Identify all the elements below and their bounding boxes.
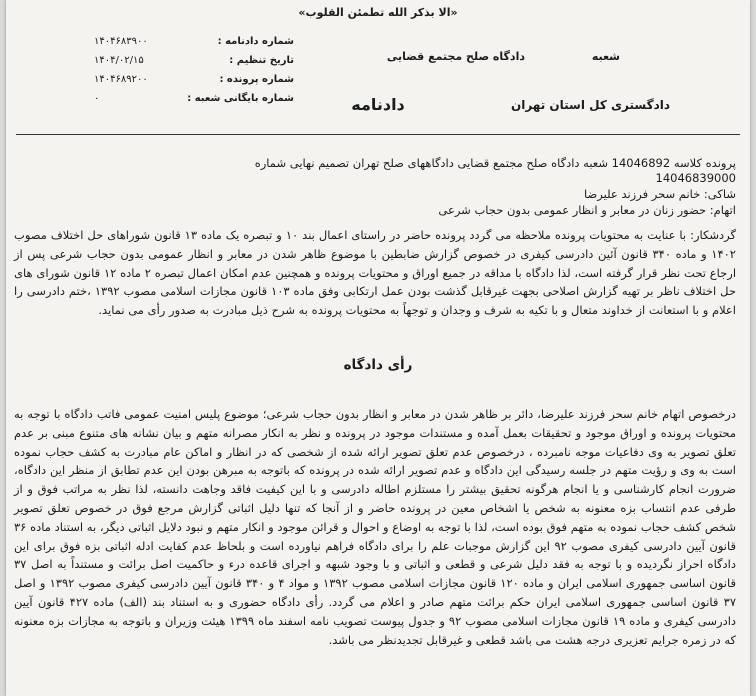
parvande-label: شماره پرونده : (219, 74, 294, 85)
document-title: دادنامه (351, 95, 405, 114)
decision-number-line: 14046839000 (655, 171, 736, 185)
organization-name: دادگستری کل استان تهران (510, 98, 670, 112)
dadname-value: ۱۴۰۴۶۸۳۹۰۰ (94, 36, 148, 47)
gardeshkar-paragraph: گردشکار: با عنایت به محتویات پرونده ملاحظه می گردد پرونده حاضر در راستای اعمال بند ۱۰ و تبصره یک ماده ۱۳ قانون شوراهای حل اختلاف مصوب ۱۴۰۲ و ماده ۳۴۰ قانون آئین دادرسی کیفری در خصوص گزارش ضابطین با موضوع ظاهر شدن در معابر و انظار عمومی بدون حجاب شرعی پس از ارجاع تحت نظر قرار گرفته است، لذا دادگاه با مداقه در جمیع اوراق و محتویات پرونده و همچنین عدم امکان اعمال تبصره ۲ ماده ۱۲ قانون شورای های حل اختلاف ناظر بر تهیه گزارش اصلاحی بجهت غیرقابل گذشت بودن عمل ارتکابی وفق ماده ۱۰۳ قانون مجازات اسلامی مصوب ۱۳۹۲ ،ختم دادرسی را اعلام و با استعانت از خداوند متعال و با تکیه به شرف و وجدان و توجهاً به محتویات پرونده به شرح ذیل مبادرت به صدور رأی می نماید. (14, 228, 737, 318)
plaintiff-line: شاکی: خانم سحر فرزند علیرضا (584, 187, 736, 201)
bayegani-label: شماره بایگانی شعبه : (187, 93, 294, 104)
charge-line: اتهام: حضور زنان در معابر و انظار عمومی بدون حجاب شرعی (438, 203, 736, 217)
court-branch: دادگاه صلح مجتمع قضایی (386, 50, 525, 63)
ruling-paragraph: درخصوص اتهام خانم سحر فرزند علیرضا، دائر بر ظاهر شدن در معابر و انظار بدون حجاب شرعی؛ موضوع پلیس امنیت عمومی فاتب دادگاه با توجه به محتویات پرونده و اوراق موجود و تحقیقات بعمل آمده و مستندات موجود در پرونده و نظر به انکار مصرانه متهم و بیان نشانه های متنوع مبنی بر عدم تعلق تصویر به وی دفاعیات موجه نامبرده ، درخصوص عدم تعلق تصویر ارائه شده از شخصی که در انظار و اماکن عام مبادرت به کشف حجاب نموده است به وی و رؤیت متهم در جلسه رسیدگی این دادگاه و عدم تصویر ارائه شده در پرونده که باتوجه به مبرهن بودن این عدم تطابق از منظر این دادگاه، ضرورت انجام کارشناسی و یا انجام هرگونه تحقیق بیشتر را مستلزم اطاله دادرسی و با این کیفیت فاقد وجاهت دانسته، لذا نظر به مراتب فوق و از طرفی عدم انتساب بزه معنونه به شخص یا اشخاص معین در پرونده حاضر و از آنجا که تنها دلیل اثباتی گزارش مرجع فوق در خصوص تعلق تصویر شخص کشف حجاب نموده به متهم فوق بوده است، لذا با توجه به اوضاع و احوال و قرائن موجود و انکار متهم و نبود دلایل اثباتی دیگر، به استناد ماده ۳۶ قانون آیین دادرسی کیفری مصوب ۹۲ این گزارش موجبات علم را برای دادگاه فراهم نیاورده است و بلحاظ عدم کفایت ادله اثباتی بزه فوق برای این دادگاه احراز نگردیده و با توجه به فقد دلیل شرعی و قطعی و اثباتی و با وجود شبهه و اجرای قاعده درء و حاکمیت اصل برائت و مستنداً به اصل ۳۷ قانون اساسی جمهوری اسلامی ایران و ماده ۱۲۰ قانون مجازات اسلامی مصوب ۱۳۹۲ و مواد ۴ و ۳۴۰ قانون آیین دادرسی کیفری مصوب ۱۳۹۲ و اصل ۳۷ قانون اساسی جمهوری اسلامی ایران حکم برائت متهم صادر و اعلام می گردد. رأی دادگاه حضوری و به استناد بند (الف) ماده ۴۲۷ قانون آیین دادرسی کیفری و ماده ۱۹ قانون مجازات اسلامی مصوب ۹۲ و جدول پیوست تصویب نامه اسفند ماه ۱۳۹۹ هیئت وزیران و باتوجه به مجازات بزه معنونه که در زمره جرایم تعزیری درجه هشت می باشد قطعی و غیرقابل تجدیدنظر می باشد. (14, 407, 737, 647)
date-value: ۱۴۰۴/۰۲/۱۵ (94, 55, 144, 66)
ruling-title: رأی دادگاه (343, 357, 413, 373)
date-label: تاریخ تنظیم : (229, 55, 294, 66)
date-row (94, 51, 294, 70)
header-divider (16, 134, 740, 135)
branch-label: شعبه (591, 50, 620, 63)
header-motto: «الا بذکر الله تطمئن القلوب» (298, 6, 458, 19)
case-file-line: پرونده کلاسه 14046892 شعبه دادگاه صلح مجتمع قضایی دادگاههای صلح تهران تصمیم نهایی شماره (254, 156, 736, 170)
dadname-row (94, 32, 294, 51)
parvande-row (94, 70, 294, 89)
parvande-value: ۱۴۰۴۶۸۹۲۰۰ (94, 74, 148, 85)
bayegani-value: ۰ (94, 93, 100, 104)
dadname-label: شماره دادنامه : (217, 36, 294, 47)
document-page (6, 0, 750, 696)
